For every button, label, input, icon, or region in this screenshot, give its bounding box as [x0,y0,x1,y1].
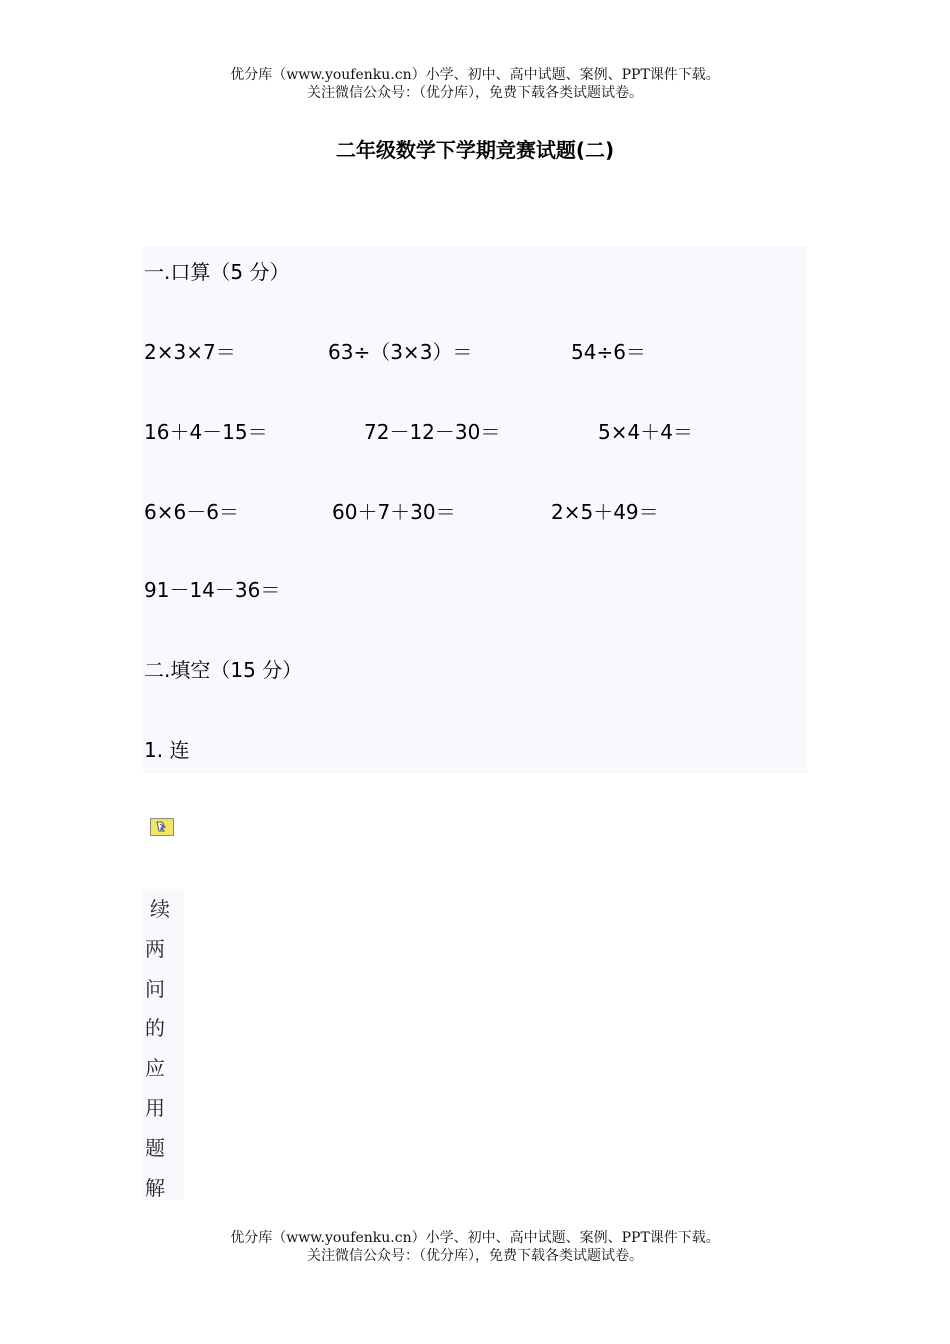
vertical-char-3: 问 [145,977,165,1001]
vertical-char-5: 应 [145,1056,165,1080]
header-line-1: 优分库（www.youfenku.cn）小学、初中、高中试题、案例、PPT课件下载。 [230,67,720,83]
header-line-2: 关注微信公众号：（优分库），免费下载各类试题试卷。 [307,85,643,101]
problem-r1-c3: 54÷6＝ [571,340,646,364]
problem-r4-c1: 91－14－36＝ [144,578,281,602]
page-header [0,66,950,102]
section-1-heading: 一.口算（5 分） [144,260,290,284]
problem-r3-c3: 2×5＋49＝ [551,500,659,524]
page-footer [0,1229,950,1265]
problem-r1-c1: 2×3×7＝ [144,340,236,364]
content-shading [143,246,807,774]
section-2-heading: 二.填空（15 分） [144,658,303,682]
vertical-char-2: 两 [145,937,165,961]
problem-r2-c2: 72－12－30＝ [364,420,501,444]
vertical-char-8: 解 [145,1176,165,1200]
vertical-char-1: 续 [150,897,170,921]
problem-r1-c2: 63÷（3×3）＝ [328,340,473,364]
problem-r3-c1: 6×6－6＝ [144,500,239,524]
footer-line-1: 优分库（www.youfenku.cn）小学、初中、高中试题、案例、PPT课件下载。 [230,1230,720,1246]
fill-item-1: 1. 连 [144,738,190,762]
broken-image-icon [150,818,174,836]
document-title: 二年级数学下学期竞赛试题(二) [335,138,615,162]
problem-r3-c2: 60＋7＋30＝ [332,500,456,524]
vertical-char-7: 题 [145,1136,165,1160]
vertical-char-4: 的 [145,1016,165,1040]
problem-r2-c3: 5×4＋4＝ [598,420,693,444]
footer-line-2: 关注微信公众号：（优分库），免费下载各类试题试卷。 [307,1248,643,1264]
problem-r2-c1: 16＋4－15＝ [144,420,268,444]
vertical-char-6: 用 [145,1096,165,1120]
